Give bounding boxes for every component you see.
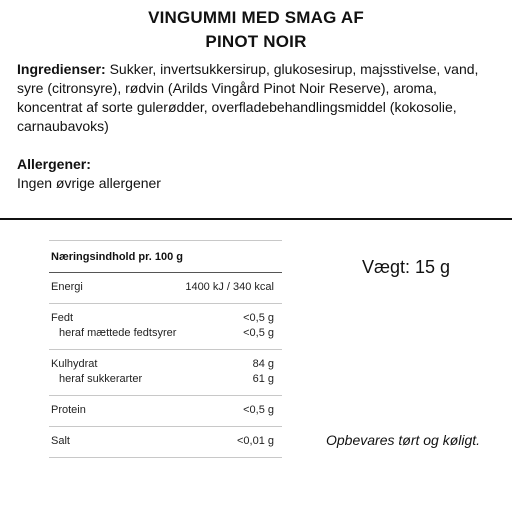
nutrition-group-salt <box>49 427 282 457</box>
salt-value: <0,01 g <box>236 435 274 447</box>
nutrition-row-sugars <box>49 372 282 387</box>
nutrition-row-carbs <box>49 357 282 372</box>
ingredients-section <box>17 60 499 136</box>
nutrition-bottom-rule <box>49 457 282 458</box>
section-divider <box>0 218 512 220</box>
nutrition-row-saturated <box>49 326 282 341</box>
protein-value: <0,5 g <box>243 404 274 416</box>
allergens-section <box>17 155 499 193</box>
nutrition-group-protein <box>49 396 282 426</box>
nutrition-row-salt <box>49 434 282 449</box>
fat-value: <0,5 g <box>243 312 274 324</box>
nutrition-group-carbs <box>49 350 282 395</box>
storage-instructions: Opbevares tørt og køligt. <box>326 432 481 448</box>
allergens-text: Ingen øvrige allergener <box>17 175 161 191</box>
carbs-value: 84 g <box>252 358 274 370</box>
nutrition-group-fat <box>49 304 282 349</box>
sugars-value: 61 g <box>252 373 274 385</box>
product-title <box>0 6 512 54</box>
nutrition-row-energy <box>49 280 282 295</box>
nutrition-row-protein <box>49 403 282 418</box>
salt-label: Salt <box>51 435 70 447</box>
allergens-label: Allergener: <box>17 156 91 172</box>
product-title-line-1: VINGUMMI MED SMAG AF <box>148 8 364 27</box>
ingredients-text: Sukker, invertsukkersirup, glukosesirup, majsstivelse, vand, syre (citronsyre), rødvin (Arilds Vingård Pinot Noir Reserve), aroma, koncentrat af sorte gulerødder, overfladebehandlingsmiddel (kokosolie, carnaubavoks) <box>17 61 479 134</box>
sugars-label: heraf sukkerarter <box>59 373 143 385</box>
nutrition-row-fat <box>49 311 282 326</box>
ingredients-label: Ingredienser: <box>17 61 106 77</box>
nutrition-table <box>49 240 282 458</box>
nutrition-header: Næringsindhold pr. 100 g <box>51 251 184 263</box>
net-weight: Vægt: 15 g <box>362 257 451 277</box>
fat-label: Fedt <box>51 312 74 324</box>
product-title-line-2: PINOT NOIR <box>205 32 307 51</box>
saturated-value: <0,5 g <box>243 327 274 339</box>
protein-label: Protein <box>51 404 86 416</box>
energy-label: Energi <box>51 281 83 293</box>
saturated-label: heraf mættede fedtsyrer <box>59 327 177 339</box>
nutrition-group-energy <box>49 273 282 303</box>
carbs-label: Kulhydrat <box>51 358 98 370</box>
energy-value: 1400 kJ / 340 kcal <box>185 281 274 293</box>
